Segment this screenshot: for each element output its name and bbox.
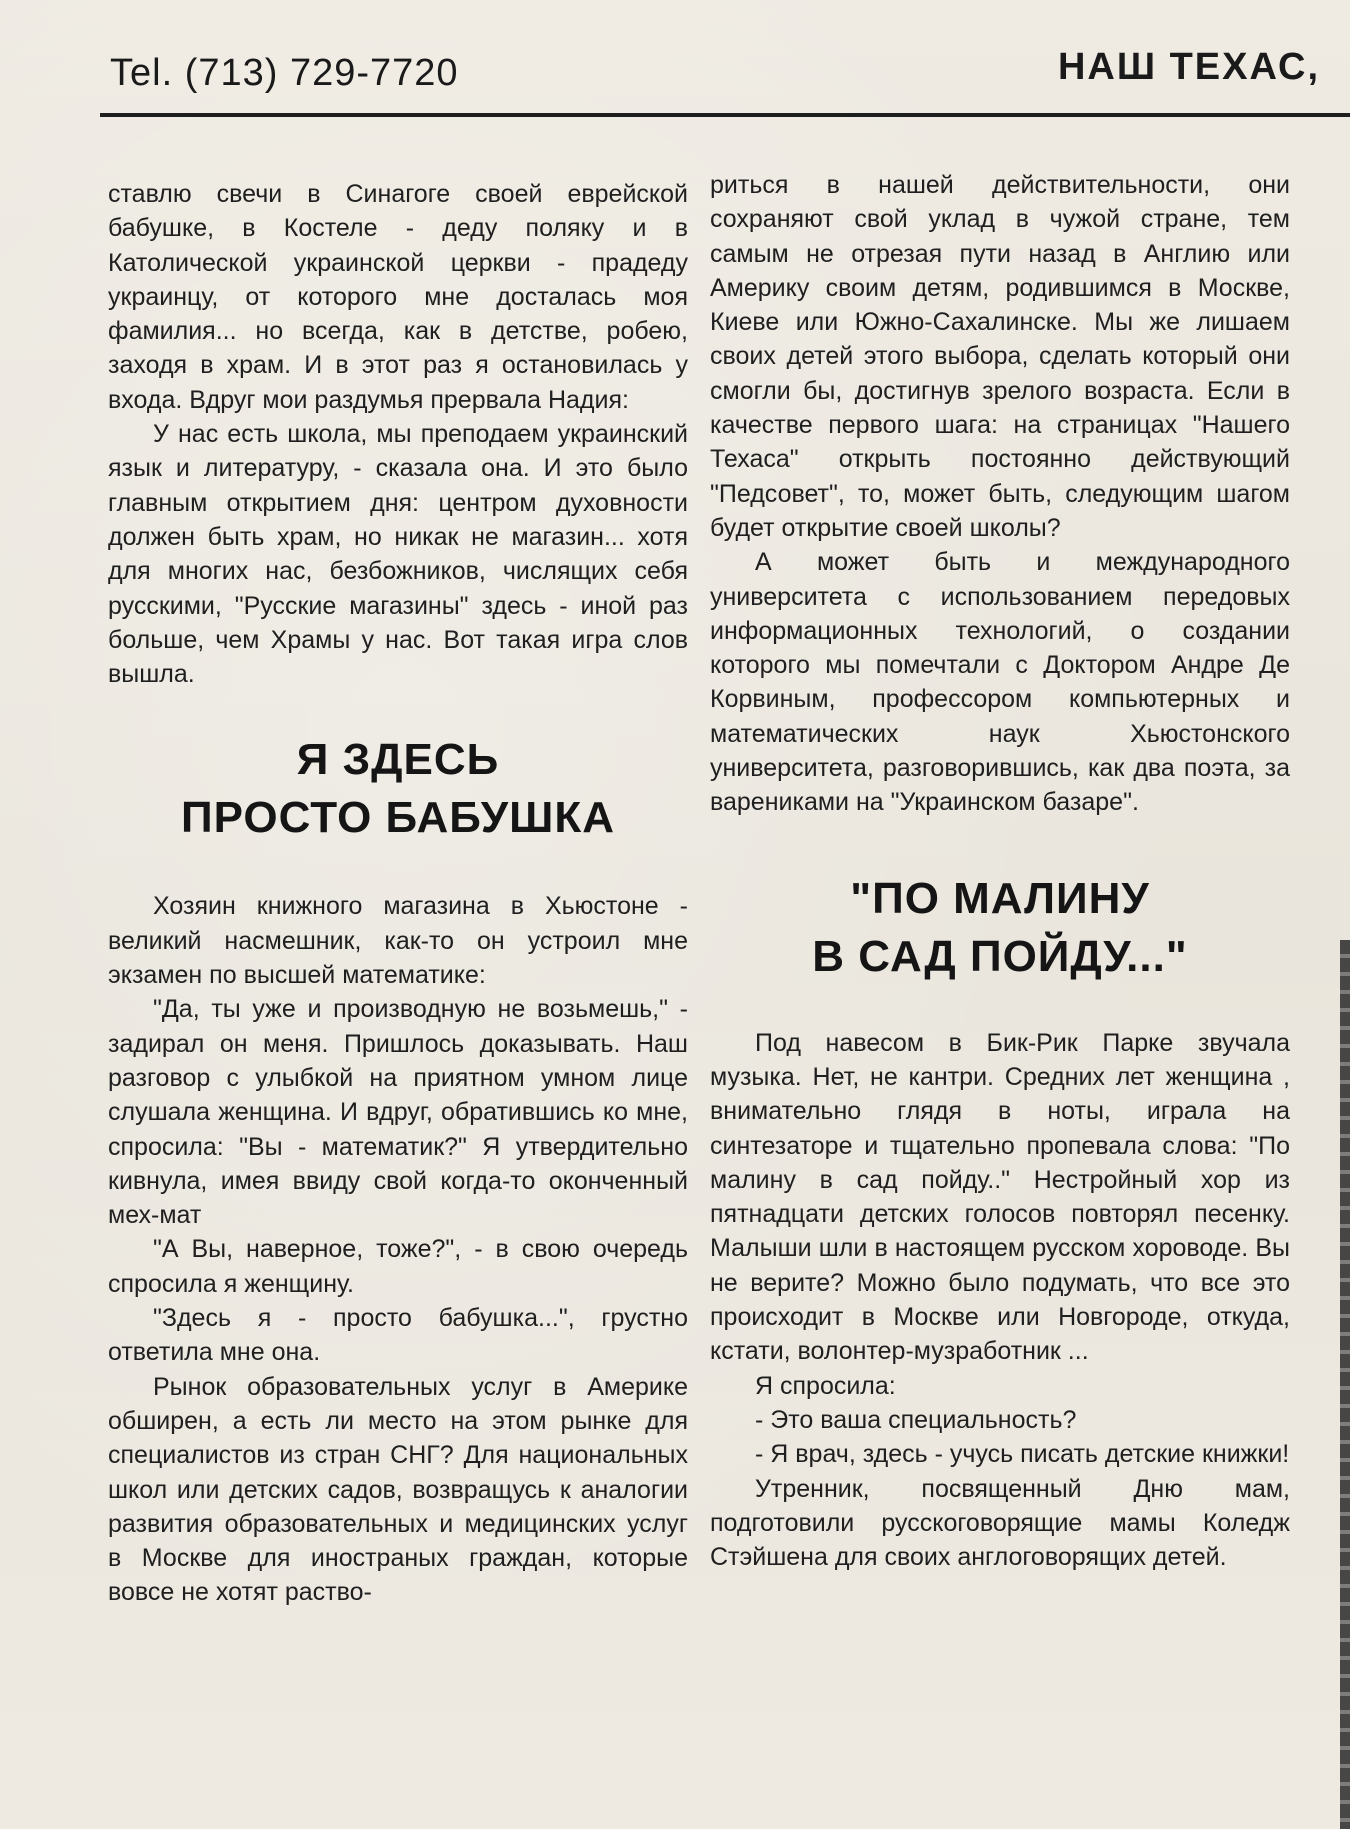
body-paragraph: - Я врач, здесь - учусь писать детские книжки!	[755, 1440, 1290, 1469]
body-paragraph: А может быть и международного университета с использованием передовых информационных технологий, о создании которого мы помечтали с Доктором Андре Де Корвиным, профессором компьютерных и математических наук Хьюстонского университета, разговорившись, как два поэта, за варениками на "Украинском базаре".	[710, 548, 1290, 817]
phone-number: Tel. (713) 729-7720	[110, 52, 459, 94]
body-paragraph: риться в нашей действительности, они сохраняют свой уклад в чужой стране, тем самым не отрезая пути назад в Англию или Америку своим детям, родившимся в Москве, Киеве или Южно-Сахалинске. Мы же лишаем своих детей этого выбора, сделать который они смогли бы, достигнув зрелого возраста. Если в качестве первого шага: на страницах "Нашего Техаса" открыть постоянно действующий "Педсовет", то, может быть, следующим шагом будет открытие своей школы?	[710, 171, 1290, 542]
page-header	[0, 0, 1350, 120]
headline-line: ПРОСТО БАБУШКА	[181, 793, 615, 843]
body-paragraph: Утренник, посвященный Дню мам, подготовили русскоговорящие мамы Коледж Стэйшена для своих англоговорящих детей.	[710, 1474, 1290, 1572]
adjacent-page-edge	[1340, 940, 1350, 1829]
header-rule	[100, 113, 1350, 117]
right-column	[710, 168, 1290, 1574]
body-paragraph: Я спросила:	[755, 1371, 896, 1400]
headline-line: "ПО МАЛИНУ	[850, 873, 1150, 923]
body-paragraph: Рынок образовательных услуг в Америке обширен, а есть ли место на этом рынке для специалистов из стран СНГ? Для национальных школ или детских садов, возвращусь к аналогии развития образовательных и медицинских услуг в Москве для иностраных граждан, которые вовсе не хотят раство-	[108, 1372, 688, 1607]
headline-line: В САД ПОЙДУ..."	[812, 931, 1188, 981]
body-paragraph: ставлю свечи в Синагоге своей еврейской бабушке, в Костеле - деду поляку и в Католической украинской церкви - прадеду украинцу, от которого мне досталась моя фамилия... но всегда, как в детстве, робею, заходя в храм. И в этот раз я остановилась у входа. Вдруг мои раздумья прервала Надия:	[108, 180, 688, 414]
body-paragraph: У нас есть школа, мы преподаем украинский язык и литературу, - сказала она. И это было главным открытием дня: центром духовности должен быть храм, но никак не магазин... хотя для многих нас, безбожников, числящих себя русскими, "Русские магазины" здесь - иной раз больше, чем Храмы у нас. Вот такая игра слов вышла.	[108, 420, 688, 689]
body-paragraph: "А Вы, наверное, тоже?", - в свою очередь спросила я женщину.	[108, 1235, 688, 1298]
headline-line: Я ЗДЕСЬ	[296, 735, 500, 785]
left-column	[108, 177, 688, 1610]
body-paragraph: Под навесом в Бик-Рик Парке звучала музыка. Нет, не кантри. Средних лет женщина , внимательно глядя в ноты, играла на синтезаторе и тщательно пропевала слова: "По малину в сад пойду.." Нестройный хор из пятнадцати детских голосов повторял песенку. Малыши шли в настоящем русском хороводе. Вы не верите? Можно было подумать, что все это происходит в Москве или Новгороде, откуда, кстати, волонтер-музработник ...	[710, 1028, 1290, 1366]
article-headline-babushka	[108, 731, 688, 847]
body-paragraph: Хозяин книжного магазина в Хьюстоне - великий насмешник, как-то он устроил мне экзамен по высшей математике:	[108, 892, 688, 990]
body-paragraph: "Да, ты уже и производную не возьмешь," - задирал он меня. Пришлось доказывать. Наш разговор с улыбкой на приятном умном лице слушала женщина. И вдруг, обратившись ко мне, спросила: "Вы - математик?" Я утвердительно кивнула, имея ввиду свой когда-то оконченный мех-мат	[108, 995, 688, 1230]
body-paragraph: "Здесь я - просто бабушка...", грустно ответила мне она.	[108, 1304, 688, 1367]
body-paragraph: - Это ваша специальность?	[755, 1405, 1077, 1434]
masthead-title: НАШ ТЕХАС,	[1057, 46, 1320, 88]
article-headline-po-malinu	[710, 870, 1290, 986]
